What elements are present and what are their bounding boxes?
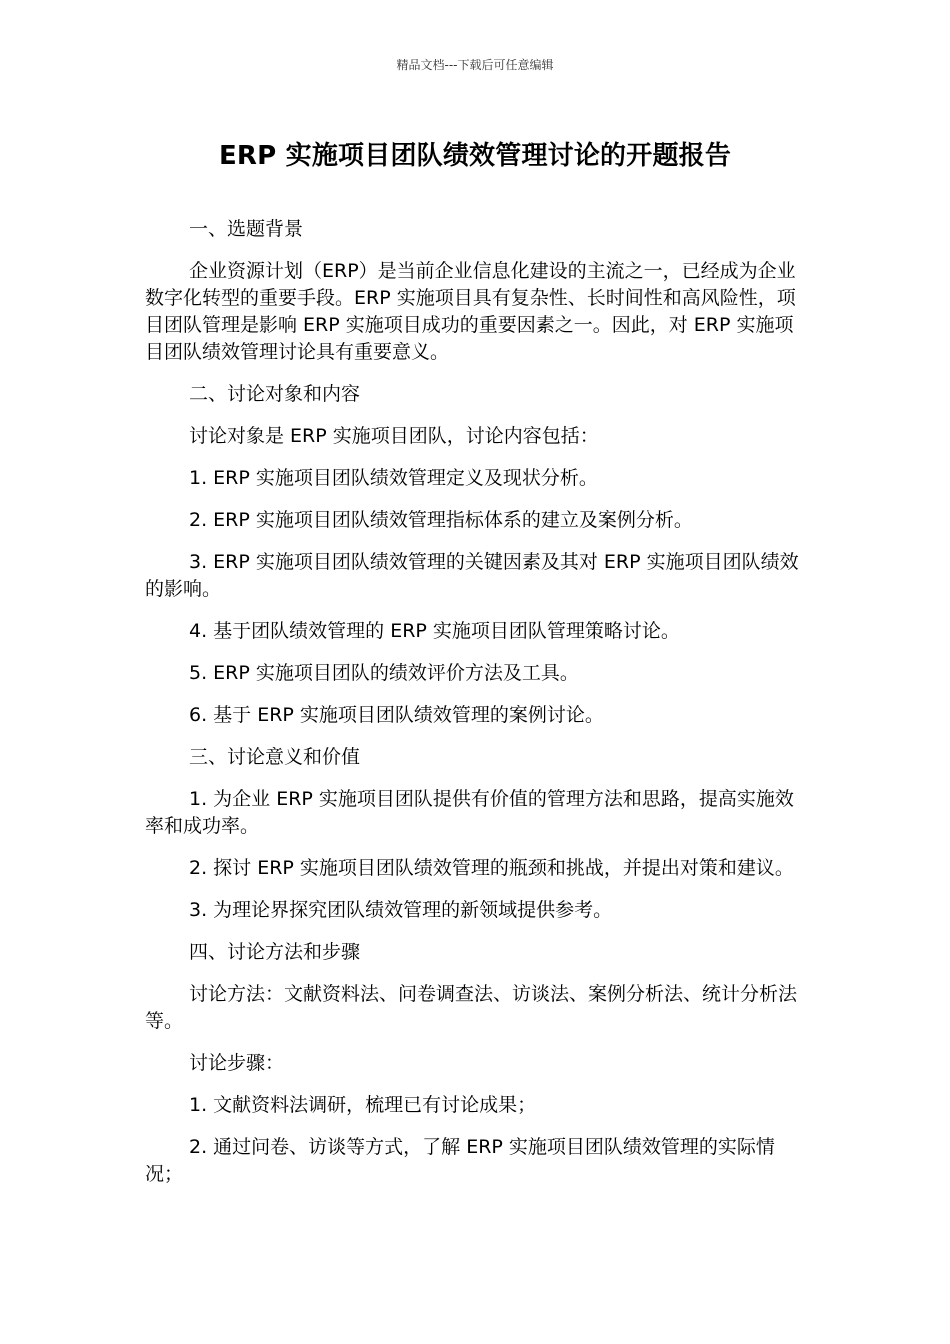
section-heading-methods: 四、讨论方法和步骤 xyxy=(189,941,361,963)
list-item: 2. 通过问卷、访谈等方式，了解 ERP 实施项目团队绩效管理的实际情况； xyxy=(145,1136,775,1185)
list-item: 3. 为理论界探究团队绩效管理的新领域提供参考。 xyxy=(189,899,613,921)
list-item: 4. 基于团队绩效管理的 ERP 实施项目团队管理策略讨论。 xyxy=(189,620,680,642)
page-header: 精品文档---下载后可任意编辑 xyxy=(396,58,554,72)
paragraph-methods: 讨论方法：文献资料法、问卷调查法、访谈法、案例分析法、统计分析法等。 xyxy=(145,983,798,1032)
paragraph-background: 企业资源计划（ERP）是当前企业信息化建设的主流之一，已经成为企业数字化转型的重要手段。ERP 实施项目具有复杂性、长时间性和高风险性，项目团队管理是影响 ERP 实施项目成功的重要因素之一。因此，对 ERP 实施项目团队绩效管理讨论具有重要意义。 xyxy=(145,260,796,363)
list-item: 1. 为企业 ERP 实施项目团队提供有价值的管理方法和思路，提高实施效率和成功率。 xyxy=(145,788,794,837)
paragraph-steps-label: 讨论步骤： xyxy=(189,1052,285,1074)
section-heading-significance: 三、讨论意义和价值 xyxy=(189,746,361,768)
section-heading-object-content: 二、讨论对象和内容 xyxy=(189,383,361,405)
list-item: 2. 探讨 ERP 实施项目团队绩效管理的瓶颈和挑战，并提出对策和建议。 xyxy=(189,857,794,879)
list-item: 5. ERP 实施项目团队的绩效评价方法及工具。 xyxy=(189,662,579,684)
list-item: 1. 文献资料法调研，梳理已有讨论成果； xyxy=(189,1094,537,1116)
list-item: 3. ERP 实施项目团队绩效管理的关键因素及其对 ERP 实施项目团队绩效的影响。 xyxy=(145,551,799,600)
list-item: 6. 基于 ERP 实施项目团队绩效管理的案例讨论。 xyxy=(189,704,604,726)
list-item: 2. ERP 实施项目团队绩效管理指标体系的建立及案例分析。 xyxy=(189,509,693,531)
list-item: 1. ERP 实施项目团队绩效管理定义及现状分析。 xyxy=(189,467,598,489)
section-heading-background: 一、选题背景 xyxy=(189,218,304,240)
document-body xyxy=(145,216,810,1203)
paragraph-object: 讨论对象是 ERP 实施项目团队，讨论内容包括： xyxy=(189,425,599,447)
document-title: ERP 实施项目团队绩效管理讨论的开题报告 xyxy=(218,141,732,171)
